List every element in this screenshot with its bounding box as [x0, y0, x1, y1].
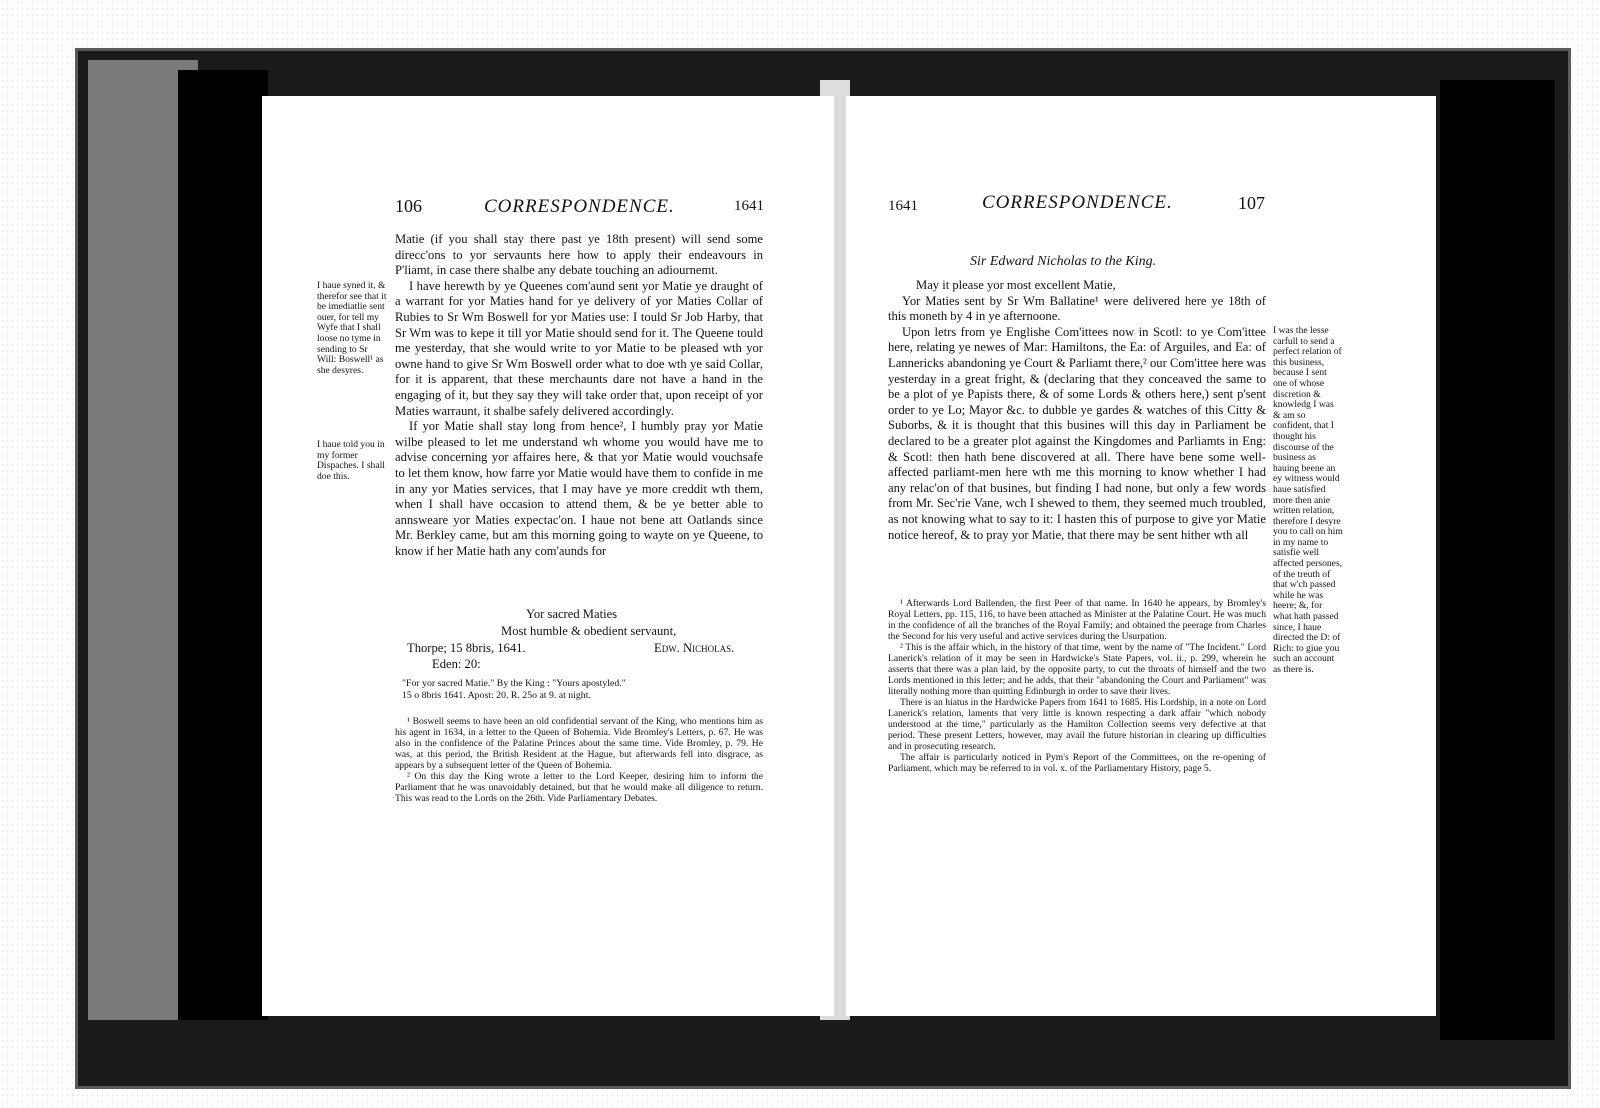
paragraph: Matie (if you shall stay there past ye 18th present) will send some direcc'ons to yor servaunts here how to apply their endeavours in P'liamt, in case there shalbe any debate touching an adiournemt. — [395, 232, 763, 278]
left-page — [262, 96, 834, 1016]
paragraph: Upon letrs from ye Englishe Com'ittees now in Scotl: to ye Com'ittee here, relating ye newes of Mar: Hamiltons, the Ea: of Arguiles, and Ea: of Lannericks abandoning ye Court & Parliamt there,² our Com'ittee here was yesterday in a great fright, & (declaring that they conceaved the same to be a plot of ye Papists there, & of some Lords & others here,) sent p'sent order to ye Lo; Mayor &c. to dubble ye gardes & watches of this Citty & Suborbs, & it is thought that this busines will this day in Parliament be declared to be a greater plot against the Kingdomes and Parliamts in Eng: & Scotl: then hath bene discovered at all. There have bene some well-affected parliamt-men here wth me this morning to know whether I had any relac'on of that busines, but finding I had none, but only a few words from Mr. Sec'rie Vane, wch I shewed to them, they seemed much troubled, as not knowing what to say to it: I hasten this of purpose to give yor Matie notice hereof, & to pray yor Matie, that there may be sent hither wth all — [888, 324, 1266, 542]
margin-note: I haue syned it, & therefor see that it be imediatlie sent ouer, for tell my Wyfe that I shall loose no tyme in sending to Sr Will: Boswell¹ as she desyres. — [317, 280, 387, 376]
running-title: CORRESPONDENCE. — [484, 196, 675, 217]
letter-body — [888, 278, 1266, 543]
place-date: Thorpe; 15 8bris, 1641. — [407, 641, 526, 655]
salutation: May it please yor most excellent Matie, — [916, 278, 1116, 292]
footnote: ² This is the affair which, in the history of that time, went by the name of "The Incident." Lord Lanerick's relation of it may be seen in Hardwicke's State Papers, vol. ii., p. 299, wherein he asserts that there was a plan laid, by the opposite party, to cut the throats of himself and the two Lords mentioned in this letter; and he adds, that their "abandoning the Court and Parliament" was literally nothing more than quitting Edinburgh in order to save their lives. — [888, 642, 1266, 697]
endorsement: 15 o 8bris 1641. Apost: 20. R. 25o at 9. at night. — [402, 690, 591, 701]
footnotes — [888, 598, 1266, 774]
page-year: 1641 — [734, 198, 764, 214]
footnote: ¹ Afterwards Lord Ballenden, the first Peer of that name. In 1640 he appears, by Bromley's Royal Letters, pp. 115, 116, to have been attached as Minister at the Palatine Court. He was much in the confidence of all the branches of the Royal Family; and obtained the peerage from Charles the Second for his very useful and active services during the Usurpation. — [888, 598, 1266, 642]
margin-note: I haue told you in my former Dispaches. I shall doe this. — [317, 439, 385, 482]
footnotes — [395, 716, 763, 804]
footnote: The affair is particularly noticed in Pym's Report of the Committees, on the re-opening of Parliament, which may be referred to in vol. x. of the Parliamentary History, page 5. — [888, 752, 1266, 774]
left-page-edges — [178, 70, 268, 1020]
margin-note: I was the lesse carfull to send a perfect relation of this business, because I sent one of whose discretion & knowledg I was & am so confident, that I thought his discourse of the business as hauing beene an ey witness would haue satisfied more then anie written relation, therefore I desyre you to call on him in my name to satisfie well affected persones, of the treuth of that w'ch passed while he was heere; &, for what hath passed since, I haue directed the D: of Rich: to giue you such an account as there is. — [1273, 325, 1343, 675]
endorsement: "For yor sacred Matie." By the King : "Yours apostyled." — [402, 678, 626, 689]
paragraph: If yor Matie shall stay long from hence², I humbly pray yor Matie wilbe pleased to let me understand wh whome you would have me to advise concerning yor affaires here, & that yor Matie would vouchsafe to let them know, how farre yor Matie would have them to confide in me in any yor Maties services, that I may have ye more creddit wth them, when I shall have occasion to attend them, & be ye better able to annsweare yor Maties expectac'on. I haue not bene att Oatlands since Mr. Berkley came, but am this morning going to wayte on ye Queene, to know if her Matie hath any com'aunds for — [395, 419, 763, 558]
page-number: 107 — [1238, 193, 1265, 213]
letter-title: Sir Edward Nicholas to the King. — [970, 254, 1157, 269]
footnote: There is an hiatus in the Hardwicke Papers from 1641 to 1685. His Lordship, in a note on Lord Lanerick's relation, laments that very little is known respecting a dark affair "which nobody understood at the time," particularly as the Hamilton Collection seems very defective at that period. These present Letters, however, may avail the future historian in clearing up difficulties and in prosecuting research. — [888, 697, 1266, 752]
page-year: 1641 — [888, 198, 918, 214]
right-page-edges — [1440, 80, 1555, 1040]
signature: Edw. Nicholas. — [654, 641, 735, 655]
footnote: ¹ Boswell seems to have been an old confidential servant of the King, who mentions him as his agent in 1634, in a letter to the Queen of Bohemia. Vide Bromley's Letters, p. 67. He was also in the confidence of the Palatine Princes about the same time. Vide Bromley, p. 79. He was, at this period, the British Resident at the Hague, but afterwards fell into disgrace, as appears by a subsequent letter of the Queen of Bohemia. — [395, 716, 763, 771]
closing-line: Yor sacred Maties — [526, 607, 618, 621]
right-page — [846, 96, 1436, 1016]
letter-body — [395, 232, 763, 559]
footnote: ² On this day the King wrote a letter to the Lord Keeper, desiring him to inform the Parliament that he was unavoidably detained, but that he would make all diligence to return. This was read to the Lords on the 26th. Vide Parliamentary Debates. — [395, 771, 763, 804]
running-title: CORRESPONDENCE. — [982, 192, 1173, 213]
closing-line: Most humble & obedient servaunt, — [501, 624, 677, 638]
page-number: 106 — [395, 196, 422, 216]
paragraph: Yor Maties sent by Sr Wm Ballatine¹ were delivered here ye 18th of this moneth by 4 in ye afternoone. — [888, 293, 1266, 324]
eden-note: Eden: 20: — [432, 657, 481, 671]
paragraph: I have herewth by ye Queenes com'aund sent yor Matie ye draught of a warrant for yor Maties hand for ye delivery of yor Maties Collar of Rubies to Sr Wm Boswell for yor Maties use: I tould Sr Job Harby, that Sr Wm was to kepe it till yor Matie should send for it. The Queene tould me yesterday, that she would write to yor Matie to be pleased wth yor owne hand to give Sr Wm Boswell order what to doe wth ye said Collar, for it is apparent, that these merchaunts dare not have a hand in the engaging of it, but they say they will take order that, upon receipt of yor Maties warraunt, it shalbe safely delivered accordingly. — [395, 278, 763, 418]
